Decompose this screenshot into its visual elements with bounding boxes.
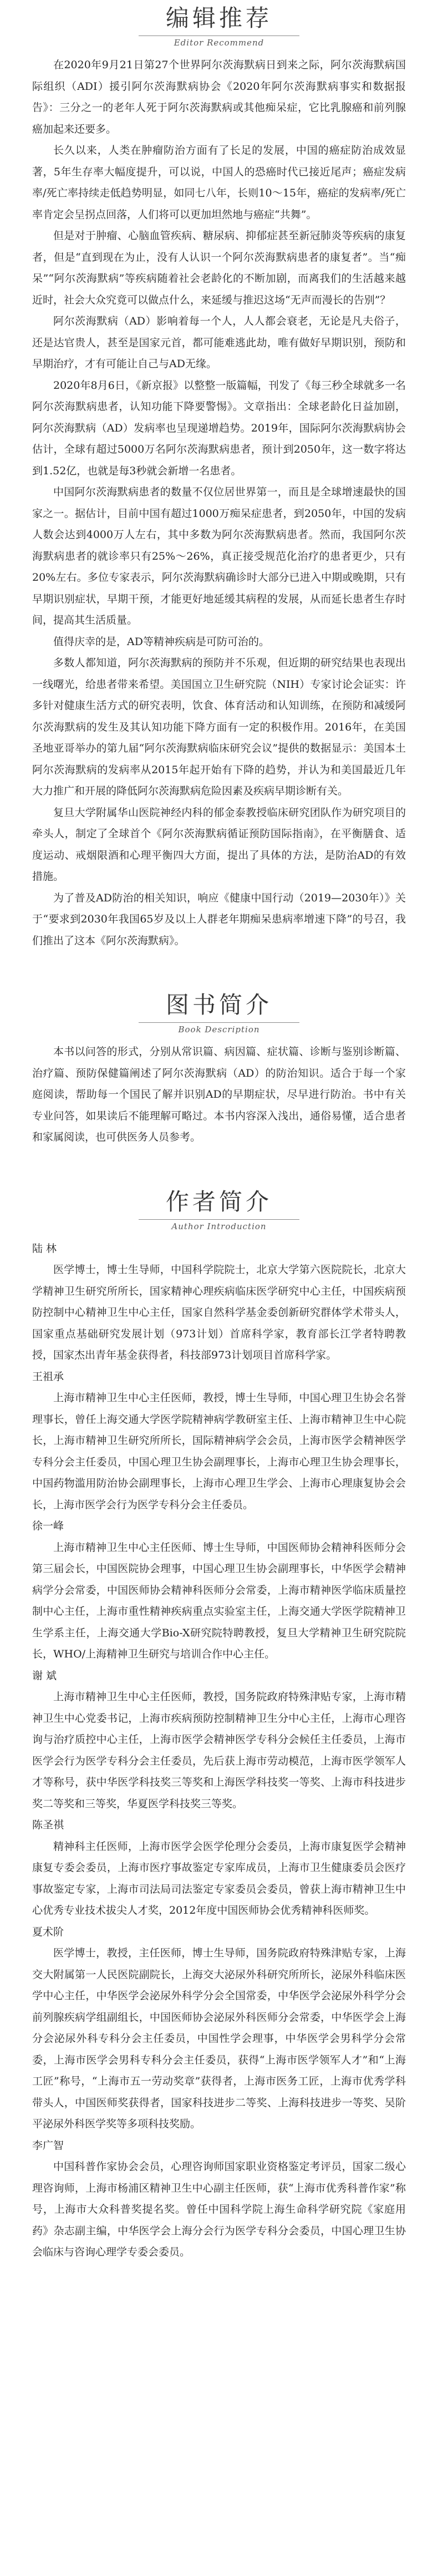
author-bio: 医学博士，博士生导师，中国科学院院士，北京大学第六医院院长，北京大学精神卫生研究所所长，国家精神心理疾病临床医学研究中心主任，中国疾病预防控制中心精神卫生中心主任，国家自然科学基金委创新研究群体学术带头人，国家重点基础研究发展计划（973计划）首席科学家，教育部长江学者特聘教授，国家杰出青年基金获得者，科技部973计划项目首席科学家。 <box>32 1264 406 1361</box>
editor-subtitle: Editor Recommend <box>139 36 299 48</box>
book-subtitle: Book Description <box>139 1022 299 1035</box>
book-title: 图书简介 <box>165 991 272 1018</box>
editor-paragraph: 复旦大学附属华山医院神经内科的郁金泰教授临床研究团队作为研究项目的牵头人，制定了全球首个《阿尔茨海默病循证预防国际指南》，在平衡膳食、适度运动、戒烟限酒和心理平衡四大方面，提出了具体的方法，是防治AD的有效措施。 <box>32 806 406 883</box>
author-name: 谢 斌 <box>32 1669 57 1682</box>
author-bio: 上海市精神卫生中心主任医师、博士生导师，中国医师协会精神科医师分会第三届会长，中国医院协会理事，中国心理卫生协会副理事长，中华医学会精神病学分会常委，中国医师协会精神科医师分会常委，上海市精神医学临床质量控制中心主任，上海市重性精神疾病重点实验室主任，上海交通大学医学院精神卫生学系主任，上海交通大学Bio-X研究院特聘教授，复旦大学精神卫生研究院院长，WHO/上海精神卫生研究与培训合作中心主任。 <box>32 1541 406 1660</box>
author-name: 夏术阶 <box>32 1925 64 1938</box>
editor-paragraph: 为了普及AD防治的相关知识，响应《健康中国行动（2019—2030年）》关于“要求到2030年我国65岁及以上人群老年期痴呆患病率增速下降”的号召，我们推出了这本《阿尔茨海默病》。 <box>32 891 406 947</box>
author-bio: 上海市精神卫生中心主任医师，教授，国务院政府特殊津贴专家，上海市精神卫生中心党委书记，上海市疾病预防控制精神卫生分中心主任，上海市心理咨询与治疗质控中心主任，上海市医学会精神医学专科分会候任主任委员，上海市医学会行为医学专科分会主任委员，先后获上海市劳动模范，上海市医学领军人才等称号，获中华医学科技奖三等奖和上海医学科技奖一等奖、上海市科技进步奖二等奖和三等奖，华夏医学科技奖三等奖。 <box>32 1691 406 1810</box>
author-bio: 上海市精神卫生中心主任医师，教授，博士生导师，中国心理卫生协会名誉理事长，曾任上海交通大学医学院精神病学教研室主任、上海市精神卫生中心院长，上海市精神卫生研究所所长，国际精神病学会会员，上海市医学会精神医学专科分会主任委员，中国心理卫生协会副理事长，上海市心理卫生协会理事长，中国药物滥用防治协会副理事长，上海市心理卫生学会、上海市心理康复协会会长，上海市医学会行为医学专科分会主任委员。 <box>32 1392 406 1511</box>
author-subtitle: Author Introduction <box>139 1219 299 1231</box>
editor-paragraph: 值得庆幸的是，AD等精神疾病是可防可治的。 <box>53 635 269 648</box>
editor-body <box>32 54 406 951</box>
author-bio: 中国科普作家协会会员，心理咨询师国家职业资格鉴定考评员，国家二级心理咨询师，上海市杨浦区精神卫生中心副主任医师，获“上海市优秀科普作家”称号，上海市大众科普奖提名奖。曾任中国科学院上海生命科学研究院《家庭用药》杂志副主编，中华医学会上海分会行为医学专科分会委员，中国心理卫生协会临床与咨询心理学专委会委员。 <box>32 2161 406 2258</box>
editor-paragraph: 长久以来，人类在肿瘤防治方面有了长足的发展，中国的癌症防治成效显著，5年生存率大幅度提升，可以说，中国人的恐癌时代已接近尾声；癌症发病率/死亡率持续走低趋势明显，如同七八年，长则10～15年，癌症的发病率/死亡率肯定会呈拐点回落，人们将可以更加坦然地与癌症“共舞”。 <box>32 144 406 221</box>
book-body <box>32 1041 406 1148</box>
editor-paragraph: 中国阿尔茨海默病患者的数量不仅位居世界第一，而且是全球增速最快的国家之一。据估计，目前中国有超过1000万痴呆症患者，到2050年，中国的发病人数会达到4000万人左右，其中多数为阿尔茨海默病患者。然而，我国阿尔茨海默病患者的就诊率只有25%～26%，真正接受规范化治疗的患者更少，只有20%左右。多位专家表示，阿尔茨海默病确诊时大部分已进入中期或晚期，只有早期识别症状，早期干预，才能更好地延缓其病程的发展，从而延长患者生存时间，提高其生活质量。 <box>32 486 406 626</box>
author-bio: 精神科主任医师，上海市医学会医学伦理分会委员，上海市康复医学会精神康复专委会委员，上海市医疗事故鉴定专家库成员，上海市卫生健康委员会医疗事故鉴定专家，上海市司法局司法鉴定专家委员会委员，曾获上海市精神卫生中心优秀专业技术拔尖人才奖，2012年度中国医师协会优秀精神科医师奖。 <box>32 1840 406 1916</box>
editor-paragraph: 在2020年9月21日第27个世界阿尔茨海默病日到来之际，阿尔茨海默病国际组织（ADI）援引阿尔茨海默病协会《2020年阿尔茨海默病事实和数据报告》：三分之一的老年人死于阿尔茨海默病或其他痴呆症，它比乳腺癌和前列腺癌加起来还要多。 <box>32 59 406 135</box>
editor-title: 编辑推荐 <box>165 4 272 32</box>
editor-paragraph: 阿尔茨海默病（AD）影响着每一个人，人人都会衰老，无论是凡夫俗子，还是达官贵人，甚至是国家元首，都可能难逃此劫，唯有做好早期识别，预防和早期治疗，才有可能让自己与AD无缘。 <box>32 315 406 370</box>
author-title: 作者简介 <box>165 1188 272 1215</box>
author-name: 徐一峰 <box>32 1520 64 1532</box>
author-body <box>32 1238 406 2263</box>
author-name: 李广智 <box>32 2139 64 2152</box>
editor-paragraph: 2020年8月6日，《新京报》以整整一版篇幅，刊发了《每三秒全球就多一名阿尔茨海默病患者，认知功能下降要警惕》。文章指出：全球老龄化日益加剧，阿尔茨海默病（AD）发病率也呈现递增趋势。2019年，国际阿尔茨海默病协会估计，全球有超过5000万名阿尔茨海默病患者，预计到2050年，这一数字将达到1.52亿，也就是每3秒就会新增一名患者。 <box>32 379 406 477</box>
book-heading <box>32 990 406 1035</box>
author-bio: 医学博士，教授，主任医师，博士生导师，国务院政府特殊津贴专家，上海交大附属第一人民医院副院长，上海交大泌尿外科研究所所长，泌尿外科临床医学中心主任，中华医学会泌尿外科学分会全国常委，中华医学会泌尿外科学分会前列腺疾病学组副组长，中国医师协会泌尿外科医师分会常委，中华医学会上海分会泌尿外科专科分会主任委员，中国性学会理事，中华医学会男科学分会常委，上海市医学会男科专科分会主任委员，获得“上海市医学领军人才”和“上海工匠”称号，“上海市五一劳动奖章”获得者，上海市医务工匠，上海市优秀学科带头人，中国医师奖获得者，国家科技进步二等奖、上海科技进步一等奖、吴阶平泌尿外科医学奖等多项科技奖励。 <box>32 1947 406 2130</box>
book-paragraph: 本书以问答的形式，分别从常识篇、病因篇、症状篇、诊断与鉴别诊断篇、治疗篇、预防保健篇阐述了阿尔茨海默病（AD）的防治知识。适合于每一个家庭阅读，帮助每一个国民了解并识别AD的早期症状，尽早进行防治。书中有关专业问答，如果读后不能理解可略过。本书内容深入浅出，通俗易懂，适合患者和家属阅读，也可供医务人员参考。 <box>32 1046 406 1143</box>
author-heading <box>32 1187 406 1231</box>
editor-paragraph: 多数人都知道，阿尔茨海默病的预防并不乐观，但近期的研究结果也表现出一线曙光，给患者带来希望。美国国立卫生研究院（NIH）专家讨论会证实：许多针对健康生活方式的研究表明，饮食、体育活动和认知训练，在预防和减缓阿尔茨海默病的发生及其认知功能下降方面有一定的积极作用。2016年，在美国圣地亚哥举办的第九届“阿尔茨海默病临床研究会议”提供的数据显示：美国本土阿尔茨海默病的发病率从2015年起开始有下降的趋势，并认为和美国最近几年大力推广和开展的降低阿尔茨海默病危险因素及疾病早期诊断有关。 <box>32 657 406 797</box>
author-name: 王祖承 <box>32 1370 64 1383</box>
editor-heading <box>32 3 406 48</box>
editor-paragraph: 但是对于肿瘤、心脑血管疾病、糖尿病、抑郁症甚至新冠肺炎等疾病的康复者，但是“直到现在为止，没有人认识一个阿尔茨海默病患者的康复者”。当“痴呆”“阿尔茨海默病”等疾病随着社会老龄化的不断加剧，而离我们的生活越来越近时，社会大众究竟可以做点什么，来延缓与推迟这场“无声而漫长的告别”？ <box>32 230 406 306</box>
author-name: 陈圣祺 <box>32 1819 64 1831</box>
author-name: 陆 林 <box>32 1242 57 1255</box>
